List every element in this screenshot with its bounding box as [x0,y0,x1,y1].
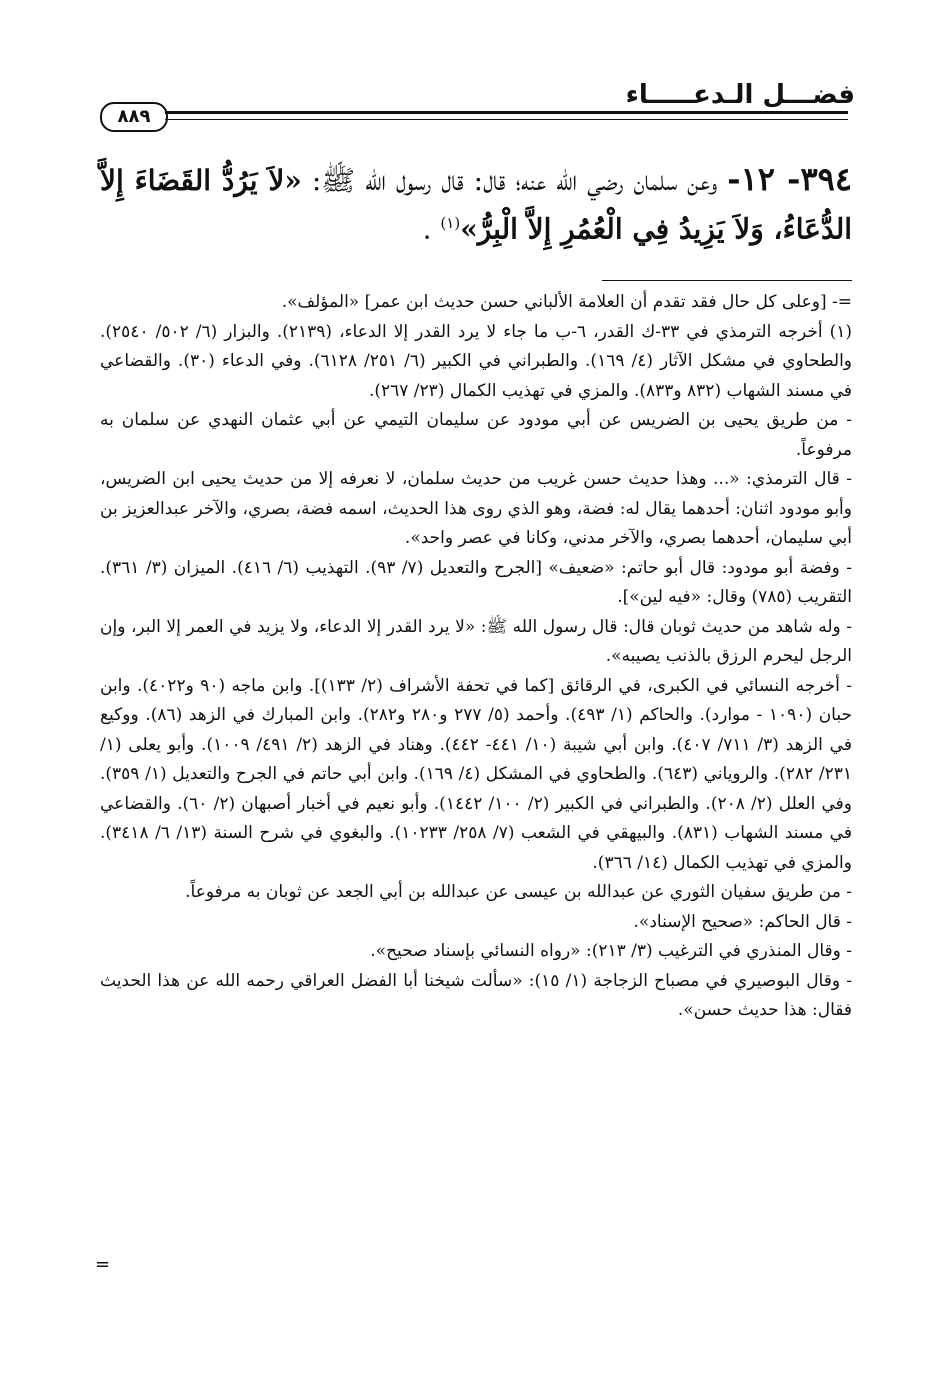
running-header-title: فضـــل الـدعـــــاء [625,80,855,110]
footnotes [100,288,852,1026]
footnote-paragraph: - وله شاهد من حديث ثوبان قال: قال رسول الله ﷺ: «لا يرد القدر إلا الدعاء، ولا يزيد في العمر إلا البر، وإن الرجل ليحرم الرزق بالذنب يصيبه». [100,616,852,666]
hadith-end: . [422,212,441,246]
hadith-matn: «لاَ يَرُدُّ القَضَاءَ إِلاَّ الدُّعَاءُ، وَلاَ يَزِيدُ فِي الْعُمُرِ إِلاَّ الْبِرُّ» [100,164,852,246]
footnote-paragraph: - وقال البوصيري في مصباح الزجاجة (١/ ١٥): «سألت شيخنا أبا الفضل العراقي رحمه الله عن هذا الحديث فقال: هذا حديث حسن». [100,970,853,1020]
page-number: ٨٨٩ [100,102,168,132]
footnote-ref: (١) [440,214,461,232]
footnote-paragraph: - قال الترمذي: «... وهذا حديث حسن غريب من حديث سلمان، لا نعرفه إلا من حديث يحيى ابن الضريس، وأبو مودود اثنان: أحدهما يقال له: فضة، وهو الذي روى هذا الحديث، اسمه فضة، بصري، والآخر عبدالعزيز بن أبي سليمان، أحدهما بصري، والآخر مدني، وكانا في عصر واحد». [100,469,852,548]
continuation-mark: = [95,1254,111,1275]
footnote-paragraph: - وقال المنذري في الترغيب (٣/ ٢١٣): «رواه النسائي بإسناد صحيح». [370,941,852,961]
footnote-paragraph: - قال الحاكم: «صحيح الإسناد». [633,911,852,932]
footnote-paragraph: - أخرجه النسائي في الكبرى، في الرقائق [كما في تحفة الأشراف (٢/ ١٣٣)]. وابن ماجه (٩٠ و٤٠٢٢). وابن حبان (١٠٩٠ - موارد). والحاكم (١/ ٤٩٣). وأحمد (٥/ ٢٧٧ و٢٨٠ و٢٨٢). وابن المبارك في الزهد (٨٦). ووكيع في الزهد (٣/ ٧١١/ ٤٠٧). وابن أبي شيبة (١٠/ ٤٤١- ٤٤٢). وهناد في الزهد (٢/ ٤٩١/ ١٠٠٩). وأبو يعلى (١/ ٢٣١/ ٢٨٢). والروياني (٦٤٣). والطحاوي في المشكل (٤/ ١٦٩). وابن أبي حاتم في الجرح والتعديل (١/ ٣٥٩). وفي العلل (٢/ ٢٠٨). والطبراني في الكبير (٢/ ١٠٠/ ١٤٤٢). وأبو نعيم في أخبار أصبهان (٢/ ٦٠). والقضاعي في مسند الشهاب (٨٣١). والبيهقي في الشعب (٧/ ٢٥٨/ ١٠٢٣٣). والبغوي في شرح السنة (١٣/ ٦/ ٣٤١٨). والمزي في تهذيب الكمال (١٤/ ٣٦٦). [100,675,853,873]
footnote-paragraph: - من طريق يحيى بن الضريس عن أبي مودود عن سليمان التيمي عن أبي عثمان النهدي عن سلمان به مرفوعاً. [100,410,852,460]
hadith-number: ٣٩٤- ١٢- [727,160,853,198]
header-rule-thick [165,111,848,114]
footnote-separator [602,280,852,281]
footnote-paragraph: (١) أخرجه الترمذي في ٣٣-ك القدر، ٦-ب ما جاء لا يرد القدر إلا الدعاء، (٢١٣٩). والبزار (٦/ ٥٠٢/ ٢٥٤٠). والطحاوي في مشكل الآثار (٤/ ١٦٩). والطبراني في الكبير (٦/ ٢٥١/ ٦١٢٨). وفي الدعاء (٣٠). والقضاعي في مسند الشهاب (٨٣٢ و٨٣٣). والمزي في تهذيب الكمال (٢٣/ ٢٦٧). [100,321,853,401]
footnote-paragraph: - من طريق سفيان الثوري عن عبدالله بن عيسى عن عبدالله بن أبي الجعد عن ثوبان به مرفوعاً. [185,882,852,902]
footnote-paragraph: - وفضة أبو مودود: قال أبو حاتم: «ضعيف» [الجرح والتعديل (٧/ ٩٣). التهذيب (٦/ ٤١٦). الميزان (٣/ ٣٦١). التقريب (٧٨٥) وقال: «فيه لين»]. [100,557,852,607]
hadith-intro: وعن سلمان رضي الله عنه؛ قال: قال رسول الله ﷺ: [311,164,718,197]
footnote-paragraph: =- [وعلى كل حال فقد تقدم أن العلامة الألباني حسن حديث ابن عمر] «المؤلف». [281,292,852,312]
header-rule-thin [165,119,848,120]
hadith-text [100,158,852,250]
